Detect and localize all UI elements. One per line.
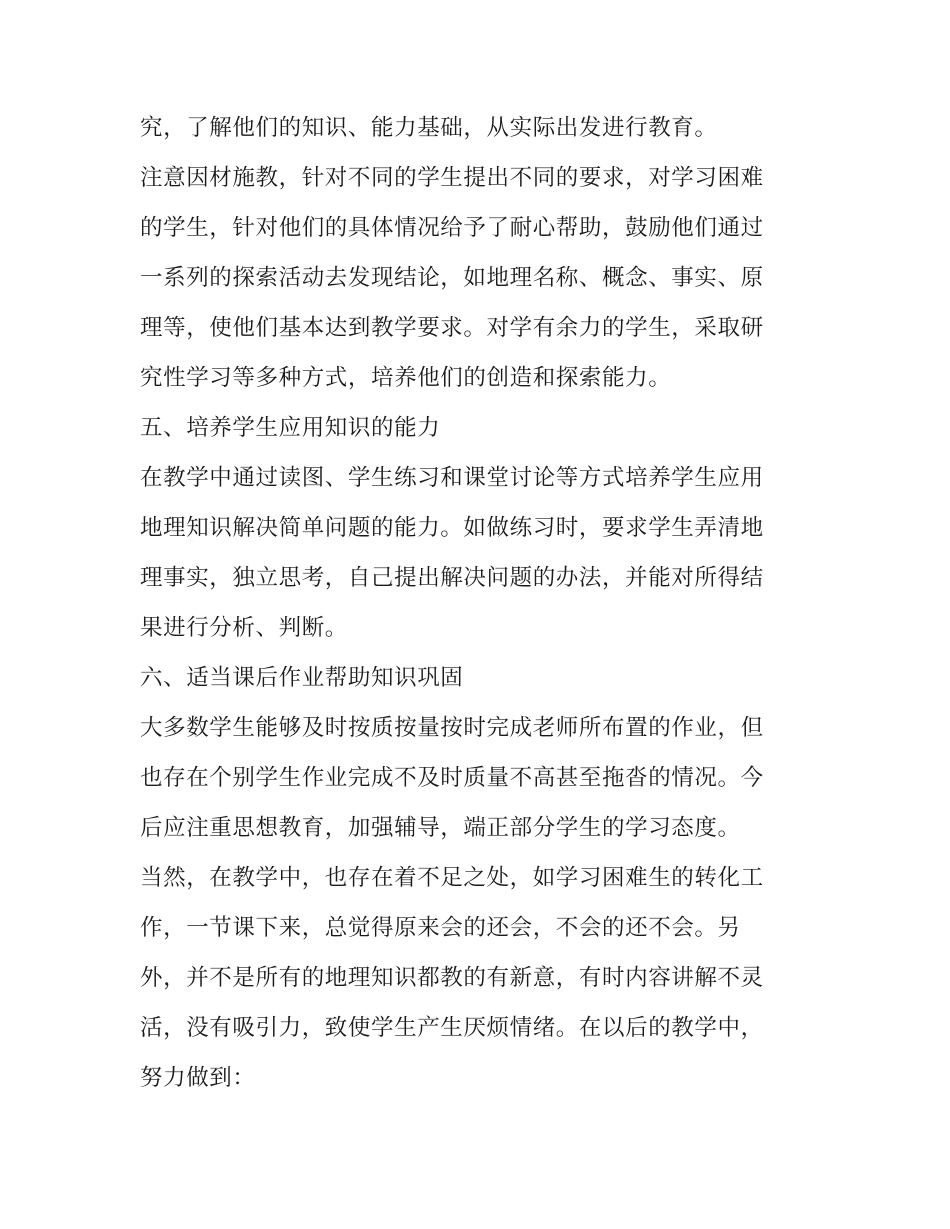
- section-heading: 六、适当课后作业帮助知识巩固: [140, 665, 464, 691]
- text-line: 作，一节课下来，总觉得原来会的还会，不会的还不会。另: [140, 915, 741, 941]
- text-line: 注意因材施教，针对不同的学生提出不同的要求，对学习困难: [140, 165, 764, 191]
- text-line: 地理知识解决简单问题的能力。如做练习时，要求学生弄清地: [140, 515, 764, 541]
- text-line: 究性学习等多种方式，培养他们的创造和探索能力。: [140, 365, 672, 391]
- text-line: 也存在个别学生作业完成不及时质量不高甚至拖沓的情况。今: [140, 765, 764, 791]
- text-line: 大多数学生能够及时按质按量按时完成老师所布置的作业，但: [140, 715, 764, 741]
- section-heading: 五、培养学生应用知识的能力: [140, 415, 441, 441]
- text-line: 努力做到：: [140, 1065, 256, 1091]
- text-line: 的学生，针对他们的具体情况给予了耐心帮助，鼓励他们通过: [140, 215, 764, 241]
- text-line: 在教学中通过读图、学生练习和课堂讨论等方式培养学生应用: [140, 465, 764, 491]
- text-line: 理事实，独立思考，自己提出解决问题的办法，并能对所得结: [140, 565, 764, 591]
- text-line: 一系列的探索活动去发现结论，如地理名称、概念、事实、原: [140, 265, 764, 291]
- text-line: 当然，在教学中，也存在着不足之处，如学习困难生的转化工: [140, 865, 764, 891]
- text-line: 外，并不是所有的地理知识都教的有新意，有时内容讲解不灵: [140, 965, 764, 991]
- text-line: 理等，使他们基本达到教学要求。对学有余力的学生，采取研: [140, 315, 764, 341]
- text-line: 活，没有吸引力，致使学生产生厌烦情绪。在以后的教学中，: [140, 1015, 764, 1041]
- text-line: 果进行分析、判断。: [140, 615, 348, 641]
- text-line: 后应注重思想教育，加强辅导，端正部分学生的学习态度。: [140, 815, 741, 841]
- text-line: 究，了解他们的知识、能力基础，从实际出发进行教育。: [140, 115, 718, 141]
